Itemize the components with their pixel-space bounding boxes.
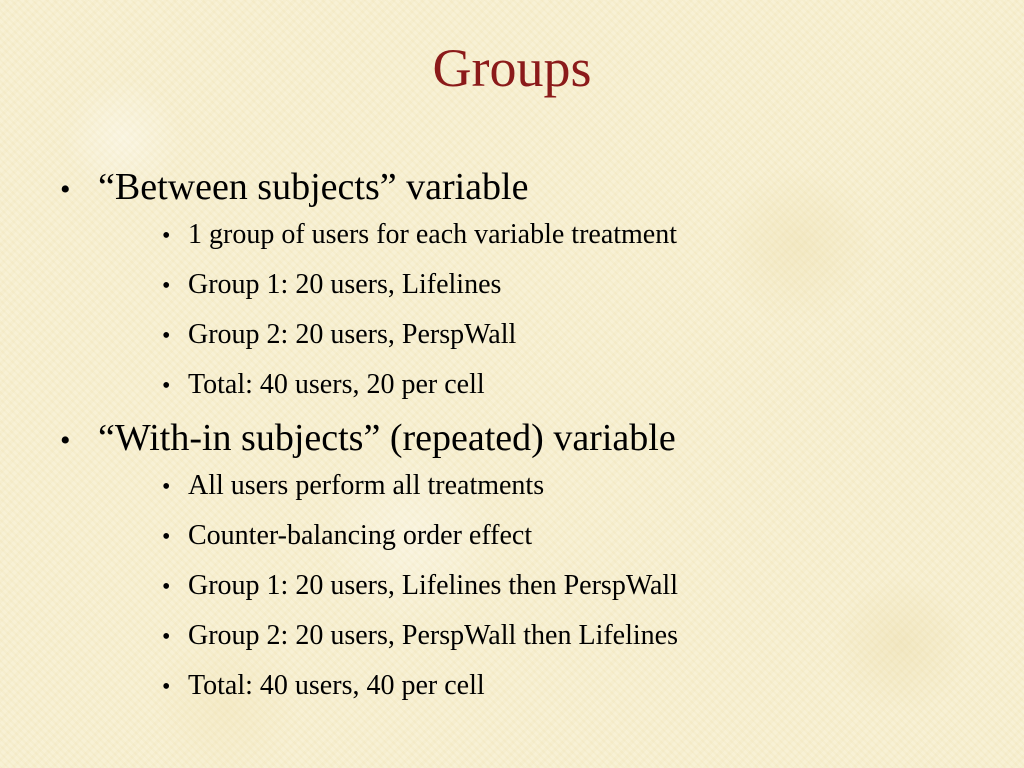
list-item-text: All users perform all treatments (188, 470, 545, 501)
bullet-icon: • (162, 373, 171, 399)
bullet-icon: • (162, 624, 171, 650)
list-item-text: Group 2: 20 users, PerspWall then Lifelines (188, 620, 678, 651)
bullet-icon: • (162, 323, 171, 349)
section-within-subjects (60, 415, 1000, 703)
section-heading-text: “Between subjects” variable (98, 166, 529, 208)
bullet-icon: • (162, 223, 171, 249)
slide-title: Groups (432, 38, 592, 98)
list-item (162, 620, 1000, 653)
section-heading (60, 415, 1000, 464)
list-item-text: Group 1: 20 users, Lifelines (188, 269, 502, 300)
bullet-icon: • (162, 474, 171, 500)
bullet-icon: • (162, 674, 171, 700)
list-item (162, 319, 1000, 352)
list-item-text: Total: 40 users, 20 per cell (188, 369, 485, 400)
list-item (162, 520, 1000, 553)
list-item-text: Group 2: 20 users, PerspWall (188, 319, 517, 350)
list-item-text: Group 1: 20 users, Lifelines then PerspWall (188, 570, 678, 601)
list-item (162, 670, 1000, 703)
bullet-icon: • (162, 273, 171, 299)
list-item (162, 369, 1000, 402)
bullet-icon: • (162, 574, 171, 600)
list-item (162, 470, 1000, 503)
list-item-text: 1 group of users for each variable treatment (188, 219, 678, 250)
section-heading-text: “With-in subjects” (repeated) variable (98, 417, 676, 459)
list-item (162, 269, 1000, 302)
list-item (162, 570, 1000, 603)
section-heading (60, 164, 1000, 213)
bullet-icon: • (60, 424, 71, 457)
list-item-text: Total: 40 users, 40 per cell (188, 670, 485, 701)
list-item-text: Counter-balancing order effect (188, 520, 533, 551)
bullet-icon: • (162, 524, 171, 550)
section-between-subjects (60, 164, 1000, 402)
bullet-list (60, 164, 1000, 720)
list-item (162, 219, 1000, 252)
bullet-icon: • (60, 173, 71, 206)
